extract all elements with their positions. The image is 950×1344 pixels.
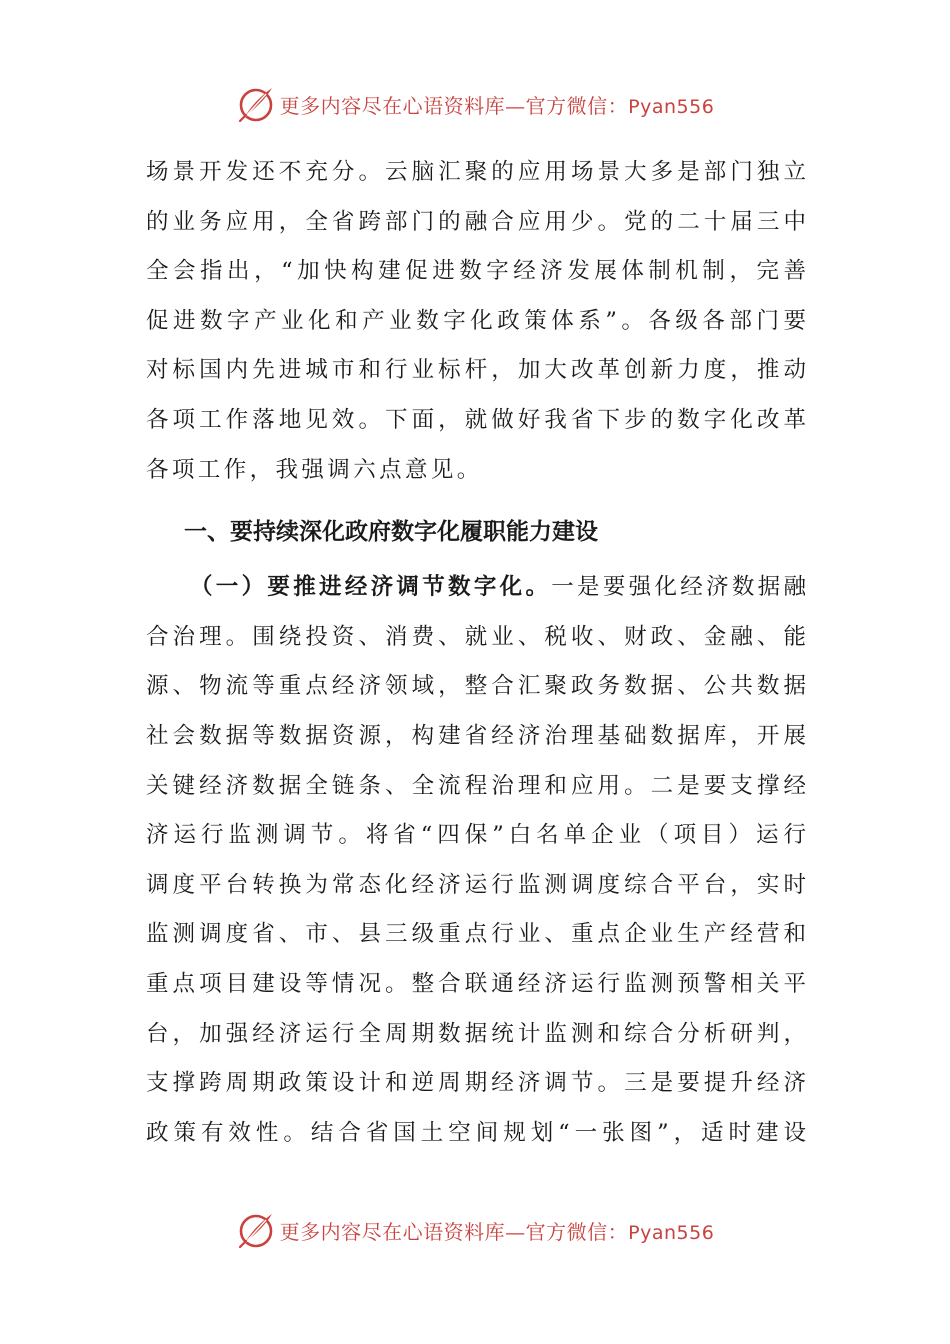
header-watermark-banner bbox=[0, 82, 950, 126]
text-line: 场景开发还不充分。云脑汇聚的应用场景大多是部门独立 bbox=[146, 159, 806, 185]
text-line: 支撑跨周期政策设计和逆周期经济调节。三是要提升经济 bbox=[146, 1070, 806, 1097]
text-line: 各项工作，我强调六点意见。 bbox=[146, 456, 483, 483]
text-line-first bbox=[146, 563, 806, 613]
footer-watermark-banner bbox=[0, 1208, 950, 1252]
document-body bbox=[146, 148, 806, 1158]
quill-pen-logo-icon bbox=[236, 84, 276, 124]
text-line: 各项工作落地见效。下面，就做好我省下步的数字化改革 bbox=[146, 406, 806, 433]
paragraph-continuation bbox=[146, 148, 806, 495]
text-line: 济运行监测调节。将省“四保”白名单企业（项目）运行 bbox=[146, 822, 806, 849]
banner-text bbox=[280, 90, 715, 119]
banner-text-main: 更多内容尽在心语资料库—官方微信： bbox=[279, 93, 629, 118]
text-line: 对标国内先进城市和行业标杆，加大改革创新力度，推动 bbox=[146, 357, 806, 384]
text-line: 促进数字产业化和产业数字化政策体系”。各级各部门要 bbox=[146, 307, 806, 334]
text-line: 台，加强经济运行全周期数据统计监测和综合分析研判， bbox=[146, 1020, 806, 1047]
subsection-heading: （一）要推进经济调节数字化。 bbox=[190, 574, 552, 601]
section-heading: 一、要持续深化政府数字化履职能力建设 bbox=[184, 519, 598, 546]
banner-text bbox=[280, 1216, 715, 1245]
banner-text-main: 更多内容尽在心语资料库—官方微信： bbox=[279, 1219, 629, 1244]
text-line: 的业务应用，全省跨部门的融合应用少。党的二十届三中 bbox=[146, 208, 806, 235]
text-line: 合治理。围绕投资、消费、就业、税收、财政、金融、能 bbox=[146, 623, 806, 650]
quill-pen-logo-icon bbox=[236, 1210, 276, 1250]
banner-wechat-account: Pyan556 bbox=[628, 95, 715, 118]
text-line: 监测调度省、市、县三级重点行业、重点企业生产经营和 bbox=[146, 921, 806, 948]
paragraph-economic-regulation bbox=[146, 563, 806, 1158]
text-line: 源、物流等重点经济领域，整合汇聚政务数据、公共数据 bbox=[146, 673, 806, 700]
text-line: 社会数据等数据资源，构建省经济治理基础数据库，开展 bbox=[146, 722, 806, 749]
text-line: 调度平台转换为常态化经济运行监测调度综合平台，实时 bbox=[146, 871, 806, 898]
text-line: 关键经济数据全链条、全流程治理和应用。二是要支撑经 bbox=[146, 772, 806, 799]
text-line: 政策有效性。结合省国土空间规划“一张图”，适时建设 bbox=[146, 1119, 806, 1146]
text-line: 全会指出，“加快构建促进数字经济发展体制机制，完善 bbox=[146, 258, 806, 285]
banner-wechat-account: Pyan556 bbox=[628, 1221, 715, 1244]
first-line-rest: 一是要强化经济数据融 bbox=[551, 574, 806, 601]
text-line: 重点项目建设等情况。整合联通经济运行监测预警相关平 bbox=[146, 970, 806, 997]
